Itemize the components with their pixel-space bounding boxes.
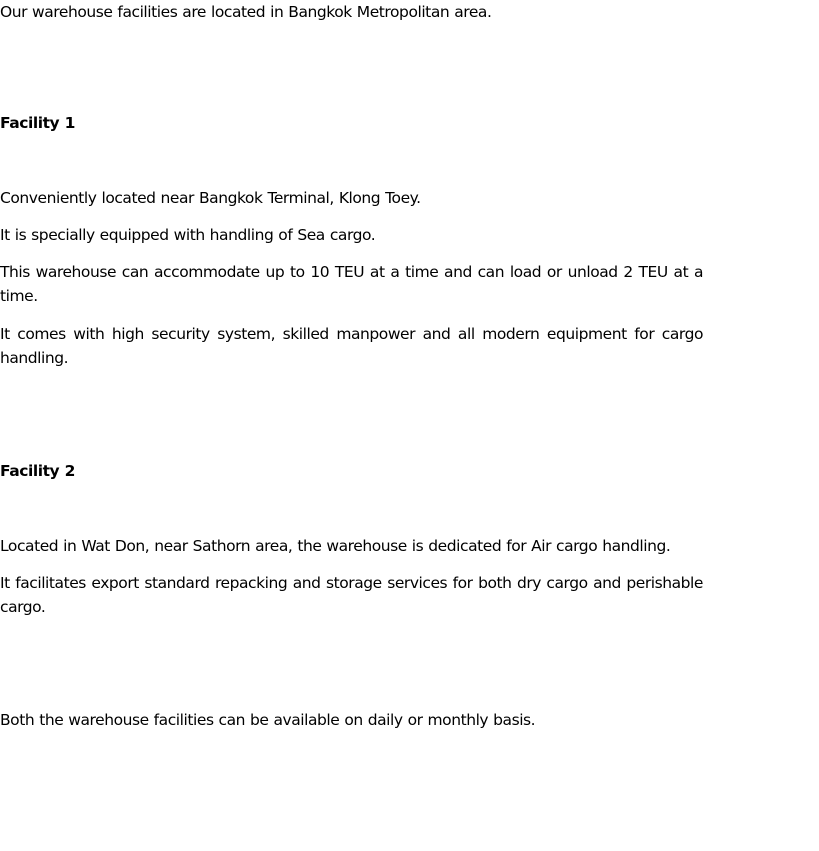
facility-2-location-text: Located in Wat Don, near Sathorn area, the warehouse is dedicated for Air cargo handling.	[0, 537, 671, 555]
facility-1-heading: Facility 1	[0, 114, 75, 132]
intro-text: Our warehouse facilities are located in Bangkok Metropolitan area.	[0, 3, 492, 21]
closing-text: Both the warehouse facilities can be available on daily or monthly basis.	[0, 711, 536, 729]
facility-2-heading: Facility 2	[0, 462, 75, 480]
facility-1-security-text: It comes with high security system, skilled manpower and all modern equipment for cargo handling.	[0, 325, 703, 367]
facility-1-equipment-text: It is specially equipped with handling of Sea cargo.	[0, 226, 376, 244]
facility-2-services-text: It facilitates export standard repacking and storage services for both dry cargo and perishable cargo.	[0, 574, 703, 616]
facility-1-capacity-text: This warehouse can accommodate up to 10 TEU at a time and can load or unload 2 TEU at a time.	[0, 263, 703, 305]
facility-1-location-text: Conveniently located near Bangkok Terminal, Klong Toey.	[0, 189, 421, 207]
